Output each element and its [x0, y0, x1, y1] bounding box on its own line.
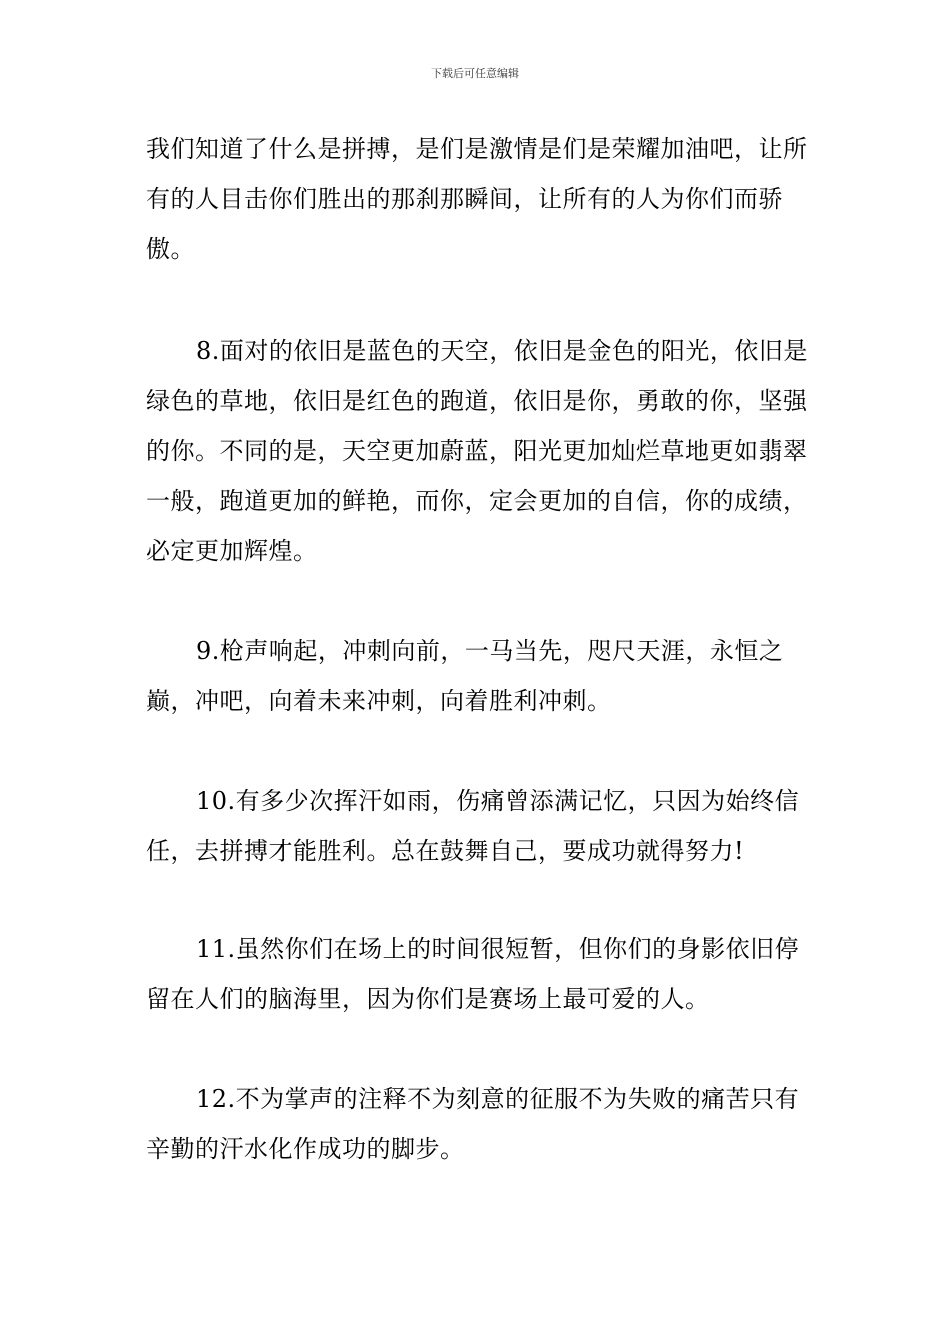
paragraph-item-12: 12.不为掌声的注释不为刻意的征服不为失败的痛苦只有辛勤的汗水化作成功的脚步。	[146, 1085, 800, 1163]
paragraph-item-8: 8.面对的依旧是蓝色的天空，依旧是金色的阳光，依旧是绿色的草地，依旧是红色的跑道，依旧是你，勇敢的你，坚强的你。不同的是，天空更加蔚蓝，阳光更加灿烂草地更如翡翠一般，跑道更加的鲜艳，而你，定会更加的自信，你的成绩，必定更加辉煌。	[146, 337, 808, 565]
paragraph-item-9: 9.枪声响起，冲刺向前，一马当先，咫尺天涯，永恒之巅，冲吧，向着未来冲刺，向着胜利冲刺。	[146, 637, 784, 715]
page-header-note: 下载后可任意编辑	[431, 67, 519, 80]
paragraph-continuation: 我们知道了什么是拼搏，是们是激情是们是荣耀加油吧，让所有的人目击你们胜出的那刹那瞬间，让所有的人为你们而骄傲。	[146, 135, 808, 263]
paragraph-item-10: 10.有多少次挥汗如雨，伤痛曾添满记忆，只因为始终信任，去拼搏才能胜利。总在鼓舞自己，要成功就得努力!	[146, 787, 800, 865]
paragraph-item-11: 11.虽然你们在场上的时间很短暂，但你们的身影依旧停留在人们的脑海里，因为你们是赛场上最可爱的人。	[146, 935, 800, 1013]
